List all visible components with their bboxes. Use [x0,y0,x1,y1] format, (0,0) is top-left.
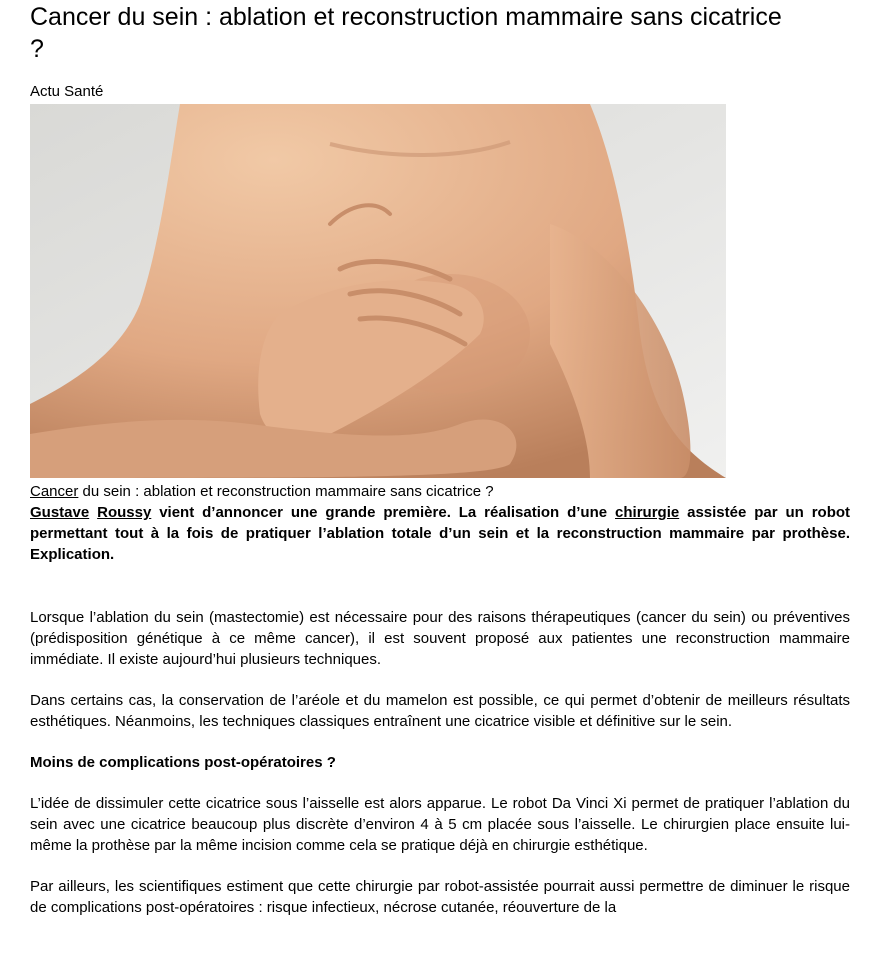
paragraph-3: L’idée de dissimuler cette cicatrice sous l’aisselle est alors apparue. Le robot Da Vinci Xi permet de pratiquer l’ablation du sein avec une cicatrice beaucoup plus discrète d’environ 4 à 5 cm placée sous l’aisselle. Le chirurgien place ensuite lui-même la prothèse par la même incision comme cela se pratique déjà en chirurgie esthétique. [30,795,850,854]
lede-chirurgie-link[interactable]: chirurgie [615,504,680,521]
lede-roussy-link[interactable]: Roussy [97,504,152,521]
paragraph-4: Par ailleurs, les scientifiques estiment que cette chirurgie par robot-assistée pourrait aussi permettre de diminuer le risque de complications post-opératoires : risque infectieux, nécrose cutanée, réouverture de la [30,878,850,916]
article-lede [30,502,850,565]
paragraph-2: Dans certains cas, la conservation de l’aréole et du mamelon est possible, ce qui permet d’obtenir de meilleurs résultats esthétiques. Néanmoins, les techniques classiques entraînent une cicatrice visible et définitive sur le sein. [30,692,850,730]
article-title: Cancer du sein : ablation et reconstruction mammaire sans cicatrice ? [30,3,782,63]
caption-cancer-link[interactable]: Cancer [30,483,79,500]
article [30,0,850,918]
lede-text-2: assistée par un robot permettant tout à la fois de pratiquer l’ablation totale d’un sein et la reconstruction mammaire par prothèse. Explication. [30,504,851,563]
article-source: Actu Santé [30,83,104,100]
photo-caption [30,482,850,502]
paragraph-1: Lorsque l’ablation du sein (mastectomie) est nécessaire pour des raisons thérapeutiques (cancer du sein) ou préventives (prédisposition génétique à ce même cancer), il est souvent proposé aux patientes une reconstruction mammaire immédiate. Il existe aujourd’hui plusieurs techniques. [30,609,850,668]
lede-text-1: vient d’annoncer une grande première. La réalisation d’une [151,504,616,521]
article-photo [30,104,726,478]
lede-gustave-link[interactable]: Gustave [30,504,90,521]
section-subheading: Moins de complications post-opératoires ? [30,754,336,771]
caption-text: du sein : ablation et reconstruction mammaire sans cicatrice ? [78,483,494,500]
